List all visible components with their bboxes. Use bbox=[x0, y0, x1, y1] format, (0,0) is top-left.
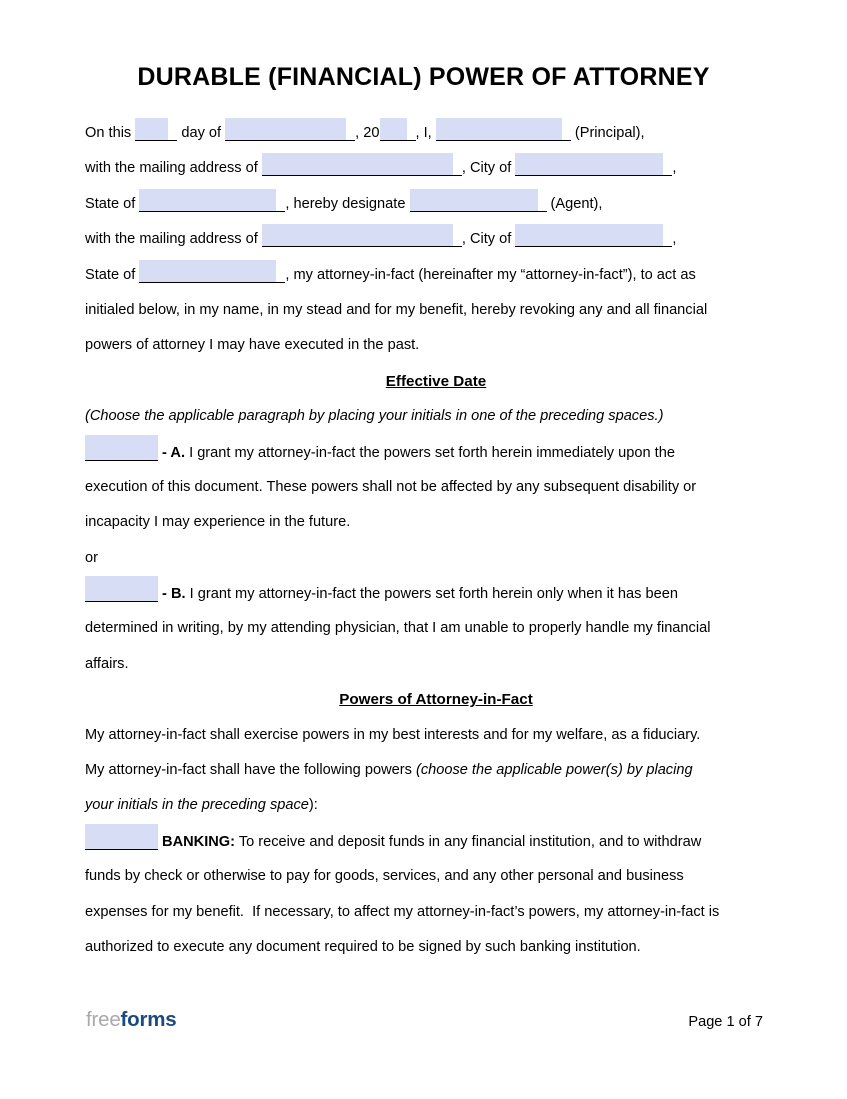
powers-text-1: My attorney-in-fact shall exercise powers in my best interests and for my welfare, as a fiduciary. bbox=[85, 726, 701, 743]
banking-text-1: To receive and deposit funds in any financial institution, and to withdraw bbox=[235, 833, 702, 850]
agent-state-field[interactable] bbox=[139, 260, 285, 283]
agent-city-field[interactable] bbox=[515, 224, 672, 247]
option-a-line-3 bbox=[85, 505, 787, 540]
effective-date-instruction: (Choose the applicable paragraph by placing your initials in one of the preceding spaces.) bbox=[85, 408, 664, 425]
freeforms-logo[interactable] bbox=[86, 1008, 177, 1032]
intro-line-1-text-5: (Principal), bbox=[570, 125, 645, 141]
option-a-text-2: execution of this document. These powers shall not be affected by any subsequent disability or bbox=[85, 478, 697, 495]
powers-line-3 bbox=[85, 788, 787, 823]
or-separator-label: or bbox=[85, 549, 98, 566]
intro-line-3-text-3: (Agent), bbox=[546, 195, 603, 212]
intro-line-2-text-2: , City of bbox=[461, 160, 516, 177]
logo-free-text: free bbox=[86, 1008, 121, 1031]
intro-line-2 bbox=[85, 151, 787, 186]
option-b-label: - B. bbox=[158, 586, 186, 603]
powers-text-3-normal: ): bbox=[308, 797, 318, 814]
intro-line-3-text-1: State of bbox=[85, 195, 140, 212]
banking-text-4: authorized to execute any document required to be signed by such banking institution. bbox=[85, 938, 641, 955]
option-b-initials-field[interactable] bbox=[85, 576, 158, 602]
option-b-line-3 bbox=[85, 647, 787, 682]
option-b-text-1: I grant my attorney-in-fact the powers set forth herein only when it has been bbox=[185, 586, 678, 603]
powers-line-1 bbox=[85, 718, 787, 753]
option-a-text-1: I grant my attorney-in-fact the powers set forth herein immediately upon the bbox=[185, 444, 675, 461]
document-title: DURABLE (FINANCIAL) POWER OF ATTORNEY bbox=[137, 63, 710, 91]
banking-line-1 bbox=[85, 824, 787, 859]
banking-initials-field[interactable] bbox=[85, 824, 158, 850]
intro-line-1-text-4: , I, bbox=[415, 125, 436, 141]
agent-name-field[interactable] bbox=[410, 189, 547, 212]
banking-text-2: funds by check or otherwise to pay for goods, services, and any other personal and business bbox=[85, 868, 684, 885]
effective-date-instruction-row bbox=[85, 399, 787, 434]
intro-line-4-text-3: , bbox=[672, 231, 677, 248]
banking-line-4 bbox=[85, 930, 787, 965]
powers-text-2-normal: My attorney-in-fact shall have the following powers bbox=[85, 762, 416, 779]
powers-text-2-italic: (choose the applicable power(s) by placing bbox=[415, 762, 693, 779]
option-b-text-2: determined in writing, by my attending physician, that I am unable to properly handle my financial bbox=[85, 620, 711, 637]
option-a-line-2 bbox=[85, 470, 787, 505]
option-a-line-1 bbox=[85, 435, 787, 470]
banking-text-3: expenses for my benefit. If necessary, to affect my attorney-in-fact’s powers, my attorney-in-fact is bbox=[85, 903, 720, 920]
logo-forms-text: forms bbox=[120, 1008, 177, 1031]
intro-line-1 bbox=[85, 116, 787, 151]
intro-line-2-text-3: , bbox=[672, 160, 677, 177]
intro-line-1-text-1: On this bbox=[85, 125, 136, 141]
principal-name-field[interactable] bbox=[436, 118, 571, 141]
principal-address-field[interactable] bbox=[262, 153, 462, 176]
day-field[interactable] bbox=[135, 118, 177, 141]
month-field[interactable] bbox=[225, 118, 355, 141]
effective-date-heading: Effective Date bbox=[385, 372, 487, 390]
document-body bbox=[85, 116, 787, 965]
principal-city-field[interactable] bbox=[515, 153, 672, 176]
intro-line-6-text: initialed below, in my name, in my stead and for my benefit, hereby revoking any and all financial bbox=[85, 301, 708, 318]
option-b-line-1 bbox=[85, 576, 787, 611]
or-separator-row bbox=[85, 541, 787, 576]
year-field[interactable] bbox=[380, 118, 416, 141]
intro-line-5 bbox=[85, 258, 787, 293]
powers-text-3-italic: your initials in the preceding space bbox=[85, 797, 309, 814]
intro-line-6 bbox=[85, 293, 787, 328]
powers-line-2 bbox=[85, 753, 787, 788]
principal-state-field[interactable] bbox=[139, 189, 285, 212]
option-a-label: - A. bbox=[158, 444, 186, 461]
option-a-initials-field[interactable] bbox=[85, 435, 158, 461]
intro-line-4-text-2: , City of bbox=[461, 231, 516, 248]
powers-heading: Powers of Attorney-in-Fact bbox=[339, 691, 533, 709]
intro-line-3-text-2: , hereby designate bbox=[285, 195, 410, 212]
banking-line-3 bbox=[85, 895, 787, 930]
intro-line-3 bbox=[85, 187, 787, 222]
banking-label: BANKING: bbox=[158, 833, 236, 850]
intro-line-7-text: powers of attorney I may have executed in the past. bbox=[85, 337, 420, 354]
intro-line-5-text-1: State of bbox=[85, 266, 140, 283]
intro-line-2-text-1: with the mailing address of bbox=[85, 160, 262, 177]
effective-date-heading-row bbox=[85, 364, 787, 399]
footer bbox=[86, 1008, 763, 1032]
page-number-label: Page 1 of 7 bbox=[688, 1014, 763, 1030]
option-b-line-2 bbox=[85, 611, 787, 646]
intro-line-4-text-1: with the mailing address of bbox=[85, 231, 262, 248]
agent-address-field[interactable] bbox=[262, 224, 462, 247]
powers-heading-row bbox=[85, 682, 787, 717]
option-a-text-3: incapacity I may experience in the future. bbox=[85, 514, 351, 531]
intro-line-1-text-3: , 20 bbox=[355, 125, 380, 141]
intro-line-5-text-2: , my attorney-in-fact (hereinafter my “attorney-in-fact”), to act as bbox=[285, 266, 696, 283]
intro-line-4 bbox=[85, 222, 787, 257]
banking-line-2 bbox=[85, 859, 787, 894]
option-b-text-3: affairs. bbox=[85, 655, 129, 672]
intro-line-7 bbox=[85, 328, 787, 363]
intro-line-1-text-2: day of bbox=[177, 125, 226, 141]
